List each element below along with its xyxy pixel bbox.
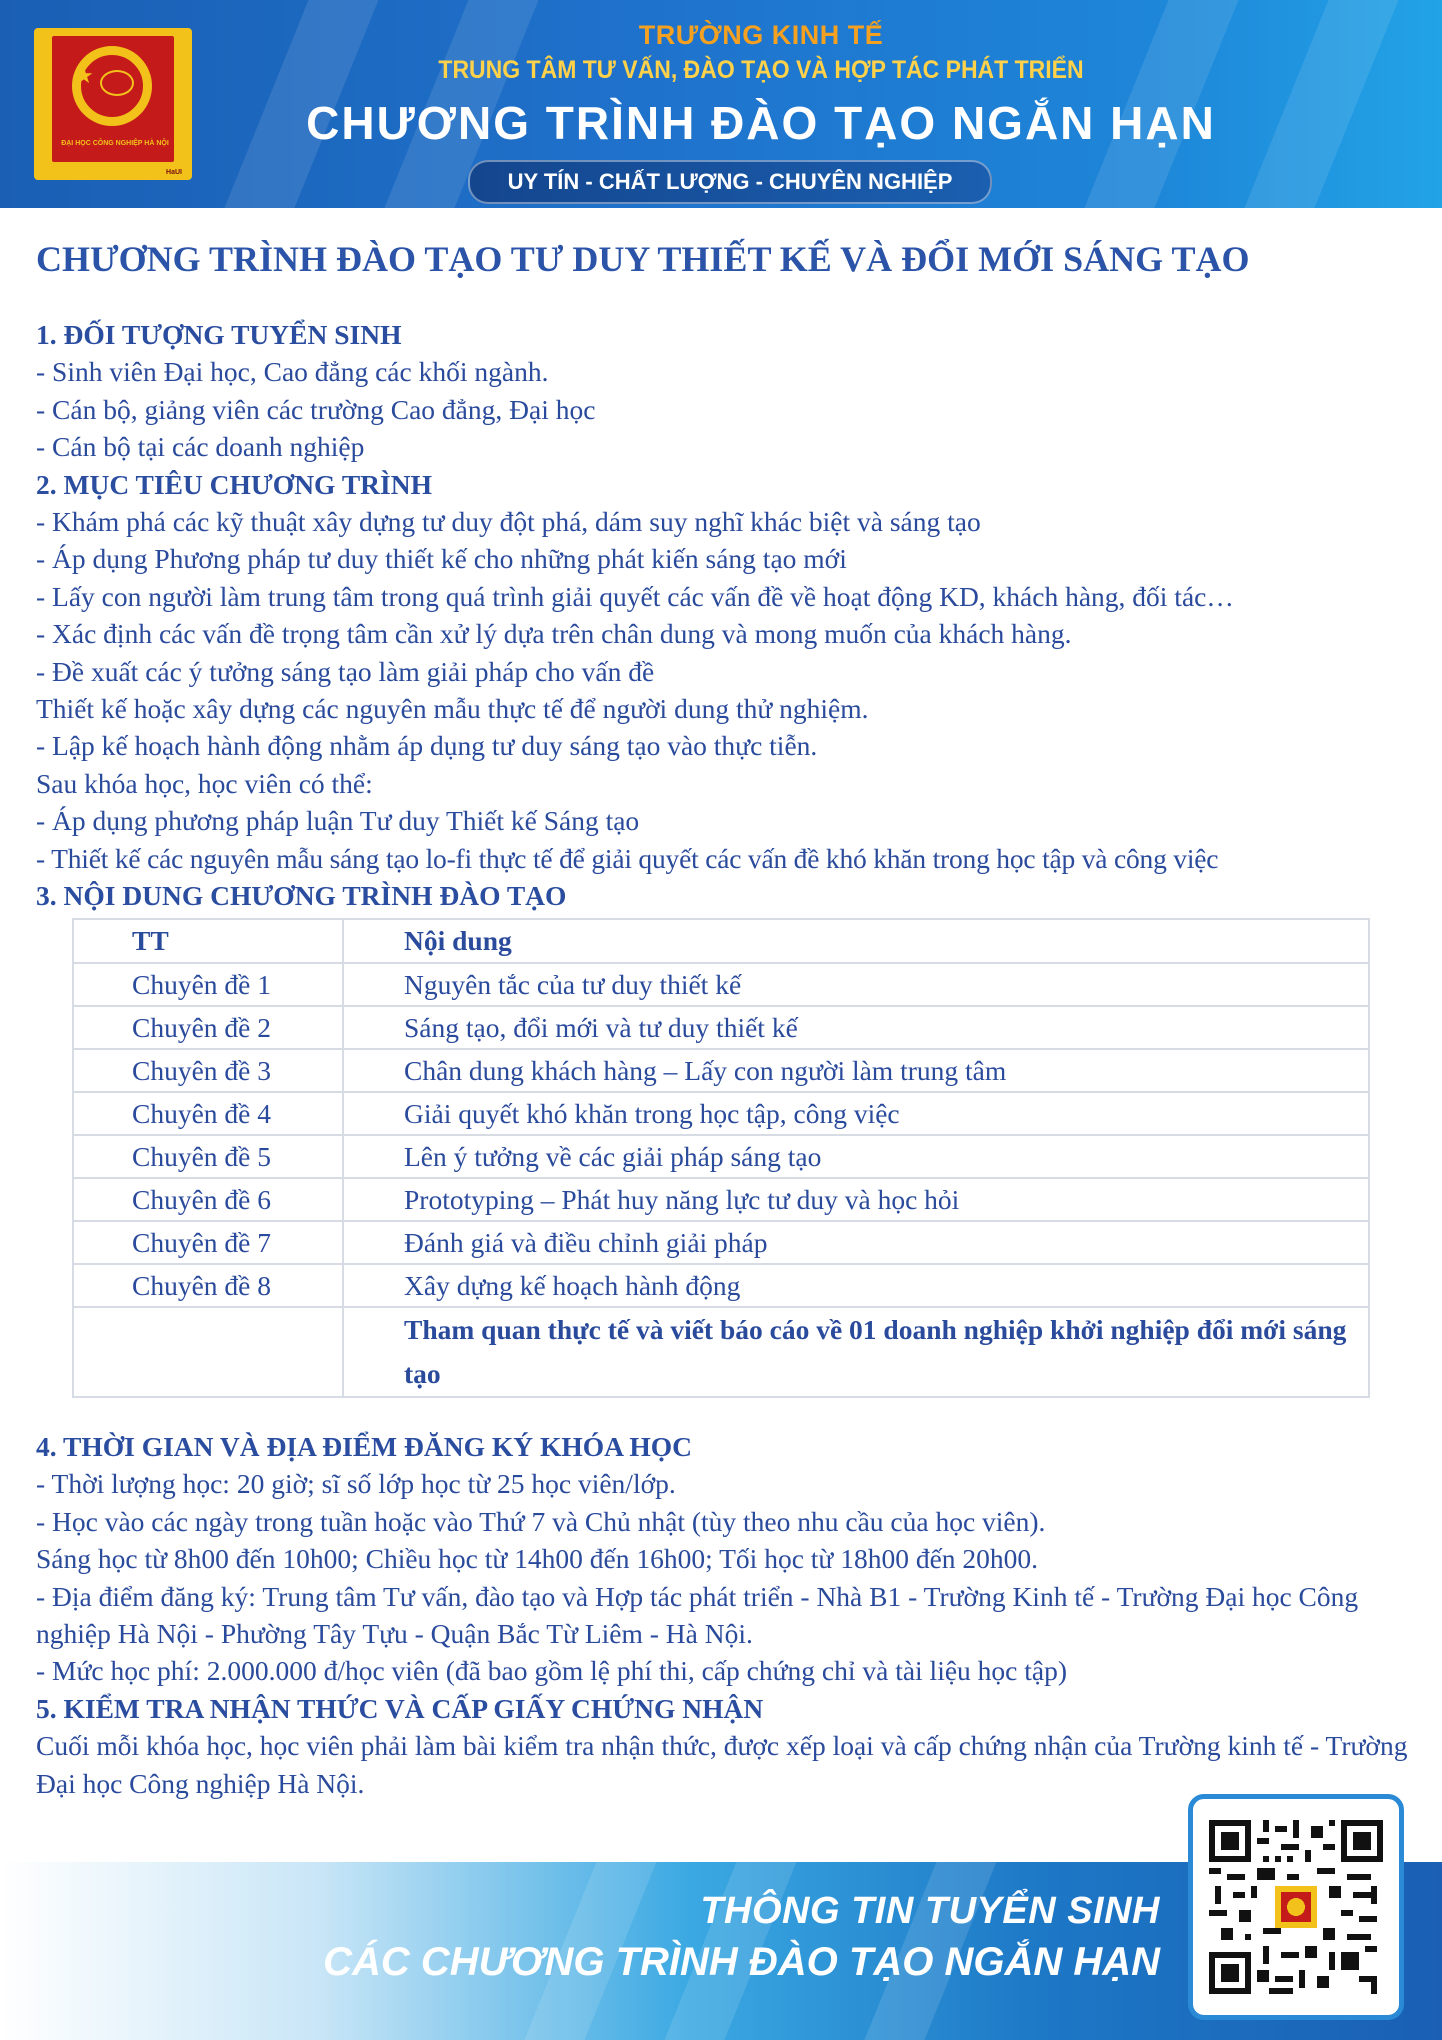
logo-sub: HaUI bbox=[166, 169, 182, 176]
list-item: - Sinh viên Đại học, Cao đẳng các khối ngành. bbox=[36, 356, 549, 388]
module-number: Chuyên đề 7 bbox=[73, 1221, 343, 1264]
module-content: Chân dung khách hàng – Lấy con người làm trung tâm bbox=[343, 1049, 1369, 1092]
list-item: - Cán bộ, giảng viên các trường Cao đẳng, Đại học bbox=[36, 393, 596, 425]
list-item: - Đề xuất các ý tưởng sáng tạo làm giải pháp cho vấn đề bbox=[36, 655, 655, 687]
module-content: Xây dựng kế hoạch hành động bbox=[343, 1264, 1369, 1307]
section-2-heading: 2. MỤC TIÊU CHƯƠNG TRÌNH bbox=[36, 468, 432, 500]
list-item: - Địa điểm đăng ký: Trung tâm Tư vấn, đào tạo và Hợp tác phát triển - Nhà B1 - Trường Kinh tế - Trường Đại học Công nghiệp Hà Nội - Phường Tây Tựu - Quận Bắc Từ Liêm - Hà Nội. bbox=[36, 1580, 1359, 1650]
school-name: TRƯỜNG KINH TẾ bbox=[638, 20, 884, 50]
module-number: Chuyên đề 8 bbox=[73, 1264, 343, 1307]
table-row bbox=[73, 1092, 1369, 1135]
module-content: Nguyên tắc của tư duy thiết kế bbox=[343, 963, 1369, 1006]
table-row bbox=[73, 1178, 1369, 1221]
list-item: - Mức học phí: 2.000.000 đ/học viên (đã bao gồm lệ phí thi, cấp chứng chỉ và tài liệu học tập) bbox=[36, 1655, 1068, 1687]
list-item: - Lấy con người làm trung tâm trong quá trình giải quyết các vấn đề về hoạt động KD, khách hàng, đối tác… bbox=[36, 580, 1234, 612]
program-title: CHƯƠNG TRÌNH ĐÀO TẠO NGẮN HẠN bbox=[306, 97, 1216, 149]
section-5-heading: 5. KIỂM TRA NHẬN THỨC VÀ CẤP GIẤY CHỨNG NHẬN bbox=[36, 1692, 764, 1724]
module-number: Chuyên đề 6 bbox=[73, 1178, 343, 1221]
center-name: TRUNG TÂM TƯ VẤN, ĐÀO TẠO VÀ HỢP TÁC PHÁT TRIỂN bbox=[438, 54, 1084, 84]
list-item: - Xác định các vấn đề trọng tâm cần xử lý dựa trên chân dung và mong muốn của khách hàng. bbox=[36, 618, 1072, 650]
list-item: - Áp dụng Phương pháp tư duy thiết kế cho những phát kiến sáng tạo mới bbox=[36, 543, 847, 575]
column-header-tt: TT bbox=[73, 919, 343, 963]
modules-table bbox=[72, 918, 1370, 1398]
module-extra: Tham quan thực tế và viết báo cáo về 01 doanh nghiệp khởi nghiệp đổi mới sáng tạo bbox=[343, 1307, 1369, 1397]
qr-code-icon bbox=[1209, 1815, 1383, 1999]
page-title: CHƯƠNG TRÌNH ĐÀO TẠO TƯ DUY THIẾT KẾ VÀ ĐỔI MỚI SÁNG TẠO bbox=[36, 239, 1250, 279]
footer-line-2: CÁC CHƯƠNG TRÌNH ĐÀO TẠO NGẮN HẠN bbox=[323, 1940, 1160, 1984]
list-item: - Khám phá các kỹ thuật xây dựng tư duy đột phá, dám suy nghĩ khác biệt và sáng tạo bbox=[36, 506, 981, 538]
table-row bbox=[73, 963, 1369, 1006]
footer-line-1: THÔNG TIN TUYỂN SINH bbox=[700, 1890, 1160, 1932]
module-number: Chuyên đề 5 bbox=[73, 1135, 343, 1178]
list-item: - Cán bộ tại các doanh nghiệp bbox=[36, 431, 365, 463]
module-content: Giải quyết khó khăn trong học tập, công việc bbox=[343, 1092, 1369, 1135]
section-5-text: Cuối mỗi khóa học, học viên phải làm bài kiểm tra nhận thức, được xếp loại và cấp chứng nhận của Trường kinh tế - Trường Đại học Công nghiệp Hà Nội. bbox=[36, 1730, 1408, 1799]
sections-4-5 bbox=[36, 1428, 1416, 1802]
table-row bbox=[73, 1135, 1369, 1178]
empty-cell bbox=[73, 1307, 343, 1397]
section-3-heading: 3. NỘI DUNG CHƯƠNG TRÌNH ĐÀO TẠO bbox=[36, 880, 567, 912]
module-content: Prototyping – Phát huy năng lực tư duy và học hỏi bbox=[343, 1178, 1369, 1221]
module-number: Chuyên đề 1 bbox=[73, 963, 343, 1006]
list-item: - Lập kế hoạch hành động nhằm áp dụng tư duy sáng tạo vào thực tiễn. bbox=[36, 730, 818, 762]
logo-text: ĐẠI HỌC CÔNG NGHIỆP HÀ NỘI bbox=[61, 140, 169, 147]
list-item: Thiết kế hoặc xây dựng các nguyên mẫu thực tế để người dung thử nghiệm. bbox=[36, 693, 869, 725]
column-header-content: Nội dung bbox=[343, 919, 1369, 963]
table-row bbox=[73, 1264, 1369, 1307]
section-4-heading: 4. THỜI GIAN VÀ ĐỊA ĐIỂM ĐĂNG KÝ KHÓA HỌC bbox=[36, 1431, 692, 1462]
module-content: Đánh giá và điều chỉnh giải pháp bbox=[343, 1221, 1369, 1264]
list-item: Sau khóa học, học viên có thể: bbox=[36, 767, 373, 799]
list-item: - Áp dụng phương pháp luận Tư duy Thiết kế Sáng tạo bbox=[36, 805, 640, 837]
list-item: Sáng học từ 8h00 đến 10h00; Chiều học từ 14h00 đến 16h00; Tối học từ 18h00 đến 20h00. bbox=[36, 1543, 1039, 1575]
module-number: Chuyên đề 2 bbox=[73, 1006, 343, 1049]
table-row bbox=[73, 1221, 1369, 1264]
module-content: Sáng tạo, đổi mới và tư duy thiết kế bbox=[343, 1006, 1369, 1049]
module-number: Chuyên đề 4 bbox=[73, 1092, 343, 1135]
sections-1-3 bbox=[36, 316, 1416, 915]
module-content: Lên ý tưởng về các giải pháp sáng tạo bbox=[343, 1135, 1369, 1178]
qr-code[interactable] bbox=[1188, 1794, 1404, 2020]
star-icon: ★ bbox=[74, 64, 94, 89]
module-number: Chuyên đề 3 bbox=[73, 1049, 343, 1092]
table-row-extra bbox=[73, 1307, 1369, 1397]
slogan-pill: UY TÍN - CHẤT LƯỢNG - CHUYÊN NGHIỆP bbox=[468, 160, 992, 204]
list-item: - Học vào các ngày trong tuần hoặc vào Thứ 7 và Chủ nhật (tùy theo nhu cầu của học viên). bbox=[36, 1505, 1046, 1537]
list-item: - Thiết kế các nguyên mẫu sáng tạo lo-fi thực tế để giải quyết các vấn đề khó khăn trong học tập và công việc bbox=[36, 842, 1219, 874]
table-header-row bbox=[73, 919, 1369, 963]
table-row bbox=[73, 1049, 1369, 1092]
section-1-heading: 1. ĐỐI TƯỢNG TUYỂN SINH bbox=[36, 319, 402, 350]
table-row bbox=[73, 1006, 1369, 1049]
list-item: - Thời lượng học: 20 giờ; sĩ số lớp học từ 25 học viên/lớp. bbox=[36, 1468, 676, 1500]
